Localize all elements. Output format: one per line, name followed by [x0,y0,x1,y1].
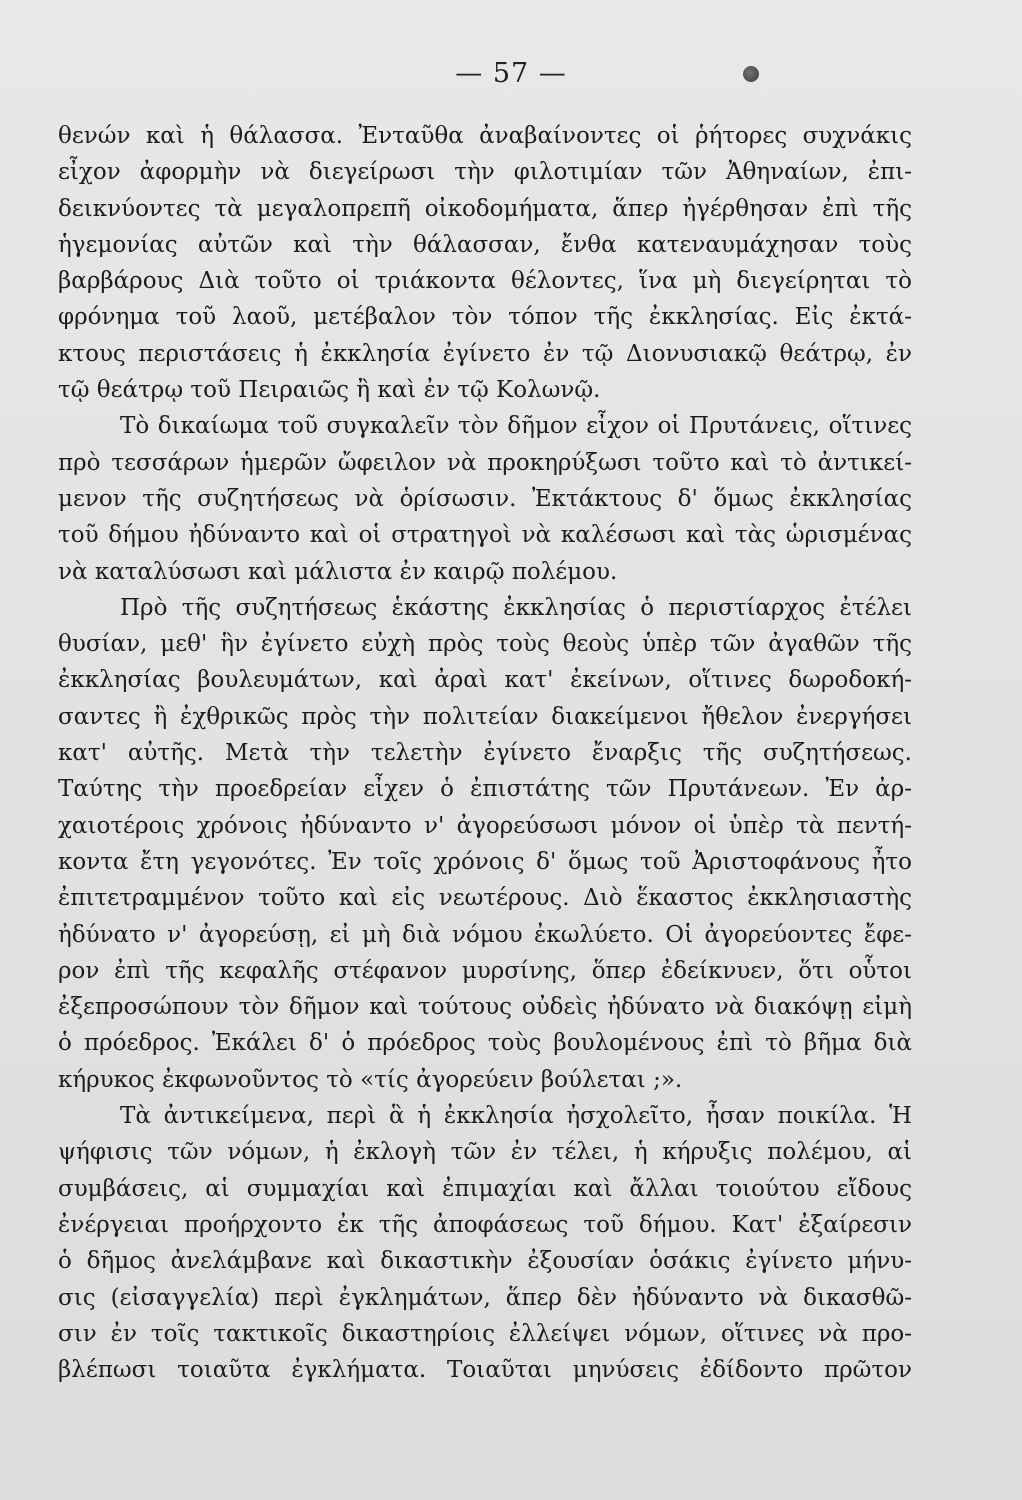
text-line: συμβάσεις, αἱ συμμαχίαι καὶ ἐπιμαχίαι καὶ ἄλλαι τοιούτου εἴδους [58,1175,912,1202]
text-line: ψήφισις τῶν νόμων, ἡ ἐκλογὴ τῶν ἐν τέλει, ἡ κήρυξις πολέμου, αἱ [58,1139,912,1166]
text-line: κτους περιστάσεις ἡ ἐκκλησία ἐγίνετο ἐν τῷ Διονυσιακῷ θεάτρῳ, ἐν [58,340,912,367]
text-line: ἐπιτετραμμένον τοῦτο καὶ εἰς νεωτέρους. Διὸ ἕκαστος ἐκκλησιαστὴς [58,885,912,912]
text-line: εἶχον ἀφορμὴν νὰ διεγείρωσι τὴν φιλοτιμίαν τῶν Ἀθηναίων, ἐπι- [58,159,912,186]
text-line: κήρυκος ἐκφωνοῦντος τὸ «τίς ἀγορεύειν βούλεται ;». [58,1066,683,1093]
text-line: κατ' αὐτῆς. Μετὰ τὴν τελετὴν ἐγίνετο ἔναρξις τῆς συζητήσεως. [58,740,912,767]
text-line: βαρβάρους Διὰ τοῦτο οἱ τριάκοντα θέλοντες, ἵνα μὴ διεγείρηται τὸ [58,268,912,295]
text-line: ἡγεμονίας αὐτῶν καὶ τὴν θάλασσαν, ἔνθα κατεναυμάχησαν τοὺς [58,231,912,258]
text-line: μενον τῆς συζητήσεως νὰ ὁρίσωσιν. Ἐκτάκτους δ' ὅμως ἐκκλησίας [58,485,912,512]
body-text [58,118,912,1388]
text-line: ρον ἐπὶ τῆς κεφαλῆς στέφανον μυρσίνης, ὅπερ ἐδείκνυεν, ὅτι οὗτοι [58,957,912,984]
text-line: σαντες ἢ ἐχθρικῶς πρὸς τὴν πολιτείαν διακείμενοι ἤθελον ἐνεργήσει [58,703,912,730]
text-line: ἐξεπροσώπουν τὸν δῆμον καὶ τούτους οὐδεὶς ἠδύνατο νὰ διακόψῃ εἰμὴ [58,994,912,1021]
text-line: θυσίαν, μεθ' ἣν ἐγίνετο εὐχὴ πρὸς τοὺς θεοὺς ὑπὲρ τῶν ἀγαθῶν τῆς [58,631,912,658]
text-line: κοντα ἔτη γεγονότες. Ἐν τοῖς χρόνοις δ' ὅμως τοῦ Ἀριστοφάνους ἦτο [58,848,912,875]
text-line: δεικνύοντες τὰ μεγαλοπρεπῆ οἰκοδομήματα, ἅπερ ἠγέρθησαν ἐπὶ τῆς [58,195,912,222]
text-line: Τὰ ἀντικείμενα, περὶ ἃ ἡ ἐκκλησία ἠσχολεῖτο, ἦσαν ποικίλα. Ἡ [120,1103,912,1130]
text-line: τοῦ δήμου ἠδύναντο καὶ οἱ στρατηγοὶ νὰ καλέσωσι καὶ τὰς ὡρισμένας [58,522,912,549]
text-line: ὁ δῆμος ἀνελάμβανε καὶ δικαστικὴν ἐξουσίαν ὁσάκις ἐγίνετο μήνυ- [58,1248,912,1275]
text-line: νὰ καταλύσωσι καὶ μάλιστα ἐν καιρῷ πολέμου. [58,558,618,585]
text-line: σιν ἐν τοῖς τακτικοῖς δικαστηρίοις ἐλλείψει νόμων, οἵτινες νὰ προ- [58,1320,912,1347]
text-line: Ταύτης τὴν προεδρείαν εἶχεν ὁ ἐπιστάτης τῶν Πρυτάνεων. Ἐν ἀρ- [58,776,912,803]
text-line: πρὸ τεσσάρων ἡμερῶν ὤφειλον νὰ προκηρύξωσι τοῦτο καὶ τὸ ἀντικεί- [58,449,912,476]
text-line: ἐκκλησίας βουλευμάτων, καὶ ἀραὶ κατ' ἐκείνων, οἵτινες δωροδοκή- [58,667,912,694]
text-line: φρόνημα τοῦ λαοῦ, μετέβαλον τὸν τόπον τῆς ἐκκλησίας. Εἰς ἐκτά- [58,304,912,331]
text-line: θενών καὶ ἡ θάλασσα. Ἐνταῦθα ἀναβαίνοντες οἱ ῥήτορες συχνάκις [58,123,912,149]
page-number: — 57 — [455,58,567,89]
text-line: Πρὸ τῆς συζητήσεως ἑκάστης ἐκκλησίας ὁ περιστίαρχος ἐτέλει [120,594,912,621]
ink-spot-ornament [743,66,759,82]
text-line: τῷ θεάτρῳ τοῦ Πειραιῶς ἢ καὶ ἐν τῷ Κολωνῷ. [58,377,601,404]
text-line: βλέπωσι τοιαῦτα ἐγκλήματα. Τοιαῦται μηνύσεις ἐδίδοντο πρῶτον [58,1357,912,1384]
text-line: ἐνέργειαι προήρχοντο ἐκ τῆς ἀποφάσεως τοῦ δήμου. Κατ' ἐξαίρεσιν [58,1211,912,1238]
text-line: σις (εἰσαγγελία) περὶ ἐγκλημάτων, ἅπερ δὲν ἠδύναντο νὰ δικασθῶ- [58,1284,912,1311]
text-line: Τὸ δικαίωμα τοῦ συγκαλεῖν τὸν δῆμον εἶχον οἱ Πρυτάνεις, οἵτινες [120,413,912,440]
text-line: χαιοτέροις χρόνοις ἠδύναντο ν' ἀγορεύσωσι μόνον οἱ ὑπὲρ τὰ πεντή- [58,812,912,839]
text-line: ἠδύνατο ν' ἀγορεύσῃ, εἰ μὴ διὰ νόμου ἐκωλύετο. Οἱ ἀγορεύοντες ἔφε- [58,921,912,948]
text-line: ὁ πρόεδρος. Ἐκάλει δ' ὁ πρόεδρος τοὺς βουλομένους ἐπὶ τὸ βῆμα διὰ [58,1030,912,1057]
